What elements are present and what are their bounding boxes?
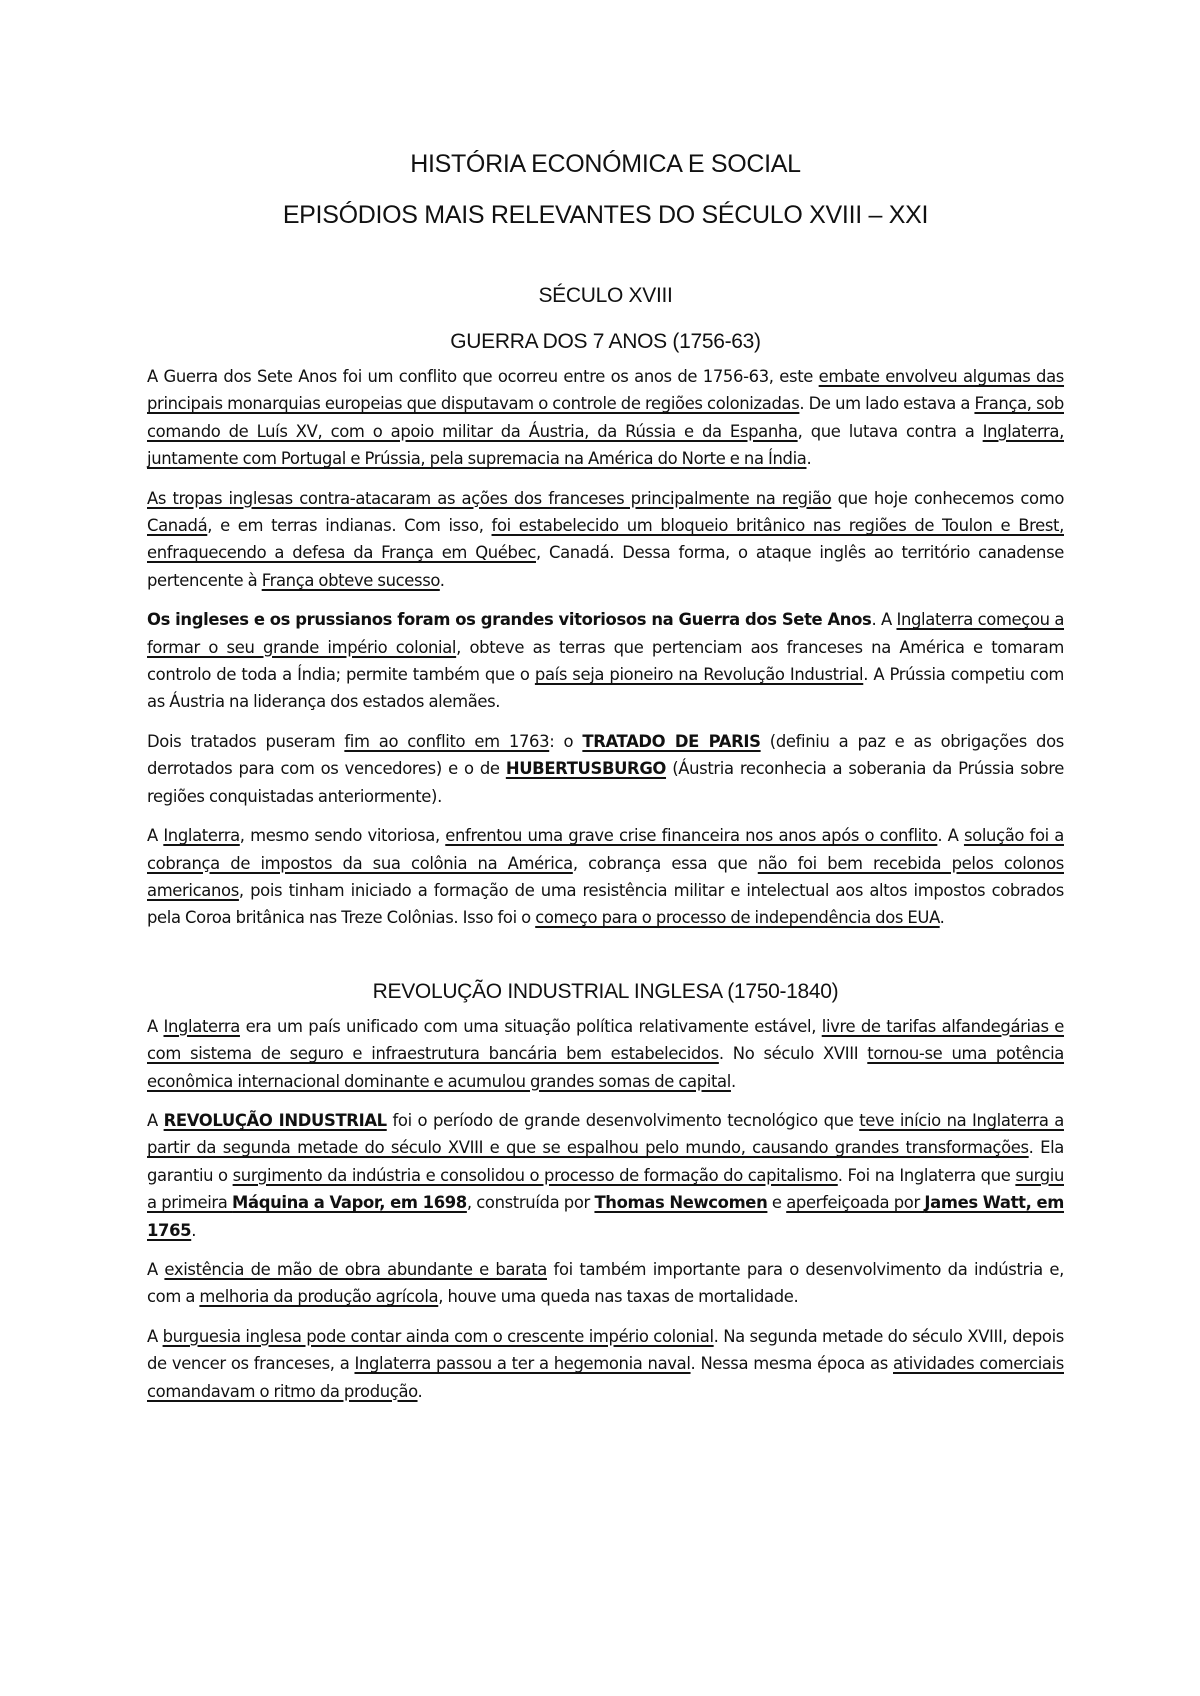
underlined-text: melhoria da produção agrícola bbox=[199, 1287, 439, 1307]
underlined-text: França obteve sucesso bbox=[261, 570, 440, 590]
underlined-text: burguesia inglesa pode contar ainda com o crescente império colonial bbox=[162, 1326, 714, 1346]
underlined-text: teve início na Inglaterra a partir da segunda metade do século XVIII e que se espalhou pelo mundo, causando grandes transformações bbox=[147, 1110, 1064, 1158]
text-run: A bbox=[147, 1326, 163, 1346]
text-run: Dois tratados puseram bbox=[147, 731, 345, 751]
underlined-text: embate envolveu algumas das principais monarquias europeias que disputavam o controle de regiões colonizadas bbox=[147, 367, 1065, 414]
text-run: . De um lado estava a bbox=[799, 394, 975, 414]
text-run: , que lutava contra a bbox=[797, 421, 983, 441]
text-run: foi o período de grande desenvolvimento tecnológico que bbox=[386, 1110, 860, 1130]
text-run: A bbox=[147, 826, 164, 846]
paragraph bbox=[147, 822, 1064, 932]
underlined-text: enfrentou uma grave crise financeira nos anos após o conflito bbox=[445, 826, 938, 846]
text-run: . Na segunda metade do século XVIII, depois de vencer os franceses, a bbox=[147, 1326, 1064, 1374]
paragraph bbox=[147, 728, 1064, 810]
underlined-text: livre de tarifas alfandegárias e com sistema de seguro e infraestrutura bancária bem estabelecidos bbox=[147, 1016, 1064, 1064]
text-run: , pois tinham iniciado a formação de uma resistência militar e intelectual aos altos impostos cobrados pela Coroa britânica nas Treze Colônias. Isso foi o bbox=[147, 880, 1064, 928]
underlined-text: Inglaterra começou a formar o seu grande império colonial bbox=[147, 610, 1065, 657]
section-heading-seven-years-war: GUERRA DOS 7 ANOS (1756-63) bbox=[450, 330, 761, 353]
underlined-text: aperfeiçoada por bbox=[786, 1193, 925, 1213]
text-run: A bbox=[147, 1259, 165, 1279]
text-run: , cobrança essa que bbox=[572, 853, 758, 873]
text-run: : o bbox=[549, 731, 583, 751]
underlined-text: começo para o processo de independência dos EUA bbox=[535, 908, 940, 928]
text-run: . bbox=[417, 1381, 423, 1401]
document-title: HISTÓRIA ECONÓMICA E SOCIAL bbox=[410, 150, 801, 178]
underlined-text: tornou-se uma potência econômica internacional dominante e acumulou grandes somas de capital bbox=[147, 1044, 1065, 1091]
underlined-text: Inglaterra bbox=[163, 1016, 240, 1036]
underlined-text: existência de mão de obra abundante e barata bbox=[164, 1259, 547, 1279]
text-run: foi também importante para o desenvolvimento da indústria e, com a bbox=[147, 1259, 1064, 1307]
paragraph bbox=[147, 606, 1064, 716]
underlined-text: TRATADO DE PARIS bbox=[582, 731, 761, 751]
text-run: e bbox=[767, 1193, 787, 1213]
underlined-text: surgiu a primeira bbox=[147, 1165, 1064, 1213]
paragraph bbox=[147, 1013, 1064, 1095]
text-run: A Guerra dos Sete Anos foi um conflito que ocorreu entre os anos de 1756-63, este bbox=[147, 367, 819, 386]
paragraph bbox=[147, 1256, 1064, 1311]
underlined-text: não foi bem recebida pelos colonos americanos bbox=[147, 853, 1064, 900]
text-run: . A bbox=[937, 826, 964, 846]
underlined-text: Inglaterra bbox=[163, 826, 240, 846]
text-run: . bbox=[806, 449, 812, 469]
text-run: . bbox=[939, 908, 945, 928]
text-run: , mesmo sendo vitoriosa, bbox=[239, 826, 446, 846]
document-subtitle: EPISÓDIOS MAIS RELEVANTES DO SÉCULO XVIII – XXI bbox=[282, 201, 929, 229]
underlined-text: Thomas Newcomen bbox=[594, 1193, 768, 1213]
text-run: A bbox=[147, 1110, 164, 1130]
text-run: , houve uma queda nas taxas de mortalidade. bbox=[438, 1287, 799, 1307]
paragraph bbox=[147, 1107, 1064, 1244]
underlined-text: surgimento da indústria e consolidou o processo de formação do capitalismo bbox=[232, 1165, 838, 1185]
text-run: . Nessa mesma época as bbox=[690, 1354, 893, 1374]
underlined-text: As tropas inglesas contra-atacaram as ações dos franceses principalmente na região bbox=[147, 488, 832, 508]
bold-text: Os ingleses e os prussianos foram os grandes vitoriosos na Guerra dos Sete Anos bbox=[147, 610, 872, 630]
text-run: , construída por bbox=[466, 1193, 595, 1213]
text-run: . bbox=[439, 570, 445, 590]
text-run: , e em terras indianas. Com isso, bbox=[207, 516, 492, 536]
text-run: . A Prússia competiu com as Áustria na liderança dos estados alemães. bbox=[147, 665, 1065, 712]
paragraph bbox=[147, 485, 1064, 595]
text-run: , Canadá. Dessa forma, o ataque inglês ao território canadense pertencente à bbox=[147, 543, 1064, 590]
section-heading-industrial-revolution: REVOLUÇÃO INDUSTRIAL INGLESA (1750-1840) bbox=[372, 979, 839, 1003]
century-heading: SÉCULO XVIII bbox=[538, 284, 673, 307]
text-run: (Áustria reconhecia a soberania da Prússia sobre regiões conquistadas anteriormente). bbox=[147, 759, 1064, 806]
underlined-text: Canadá bbox=[147, 516, 208, 536]
underlined-text: REVOLUÇÃO INDUSTRIAL bbox=[163, 1110, 387, 1130]
text-run: . Ela garantiu o bbox=[147, 1138, 1065, 1185]
underlined-text: França, sob comando de Luís XV, com o apoio militar da Áustria, da Rússia e da Espanha bbox=[147, 394, 1064, 441]
document-body bbox=[147, 150, 1064, 1417]
paragraph bbox=[147, 1323, 1064, 1405]
text-run: que hoje conhecemos como bbox=[831, 488, 1064, 508]
text-run: . bbox=[730, 1071, 736, 1091]
underlined-text: James Watt, em 1765 bbox=[147, 1193, 1064, 1240]
text-run: . No século XVIII bbox=[718, 1044, 868, 1064]
underlined-text: solução foi a cobrança de impostos da sua colônia na América bbox=[147, 826, 1064, 873]
text-run: . A bbox=[871, 610, 897, 630]
underlined-text: país seja pioneiro na Revolução Industrial bbox=[534, 665, 864, 685]
underlined-text: fim ao conflito em 1763 bbox=[344, 731, 550, 751]
text-run: (definiu a paz e as obrigações dos derrotados para com os vencedores) e o de bbox=[147, 731, 1064, 779]
text-run: . Foi na Inglaterra que bbox=[837, 1165, 1016, 1185]
underlined-text: Máquina a Vapor, em 1698 bbox=[232, 1193, 467, 1213]
text-run: era um país unificado com uma situação política relativamente estável, bbox=[239, 1016, 822, 1036]
text-run: . bbox=[191, 1220, 197, 1240]
underlined-text: atividades comerciais comandavam o ritmo da produção bbox=[147, 1354, 1064, 1401]
underlined-text: HUBERTUSBURGO bbox=[505, 759, 667, 779]
underlined-text: Inglaterra, juntamente com Portugal e Prússia, pela supremacia na América do Norte e na Índia bbox=[147, 421, 1064, 469]
underlined-text: foi estabelecido um bloqueio britânico nas regiões de Toulon e Brest, enfraquecendo a defesa da França em Québec bbox=[147, 516, 1064, 563]
underlined-text: Inglaterra passou a ter a hegemonia naval bbox=[354, 1354, 691, 1374]
paragraph bbox=[147, 363, 1064, 473]
text-run: , obteve as terras que pertenciam aos franceses na América e tomaram controlo de toda a Índia; permite também que o bbox=[147, 637, 1064, 685]
text-run: A bbox=[147, 1016, 164, 1036]
